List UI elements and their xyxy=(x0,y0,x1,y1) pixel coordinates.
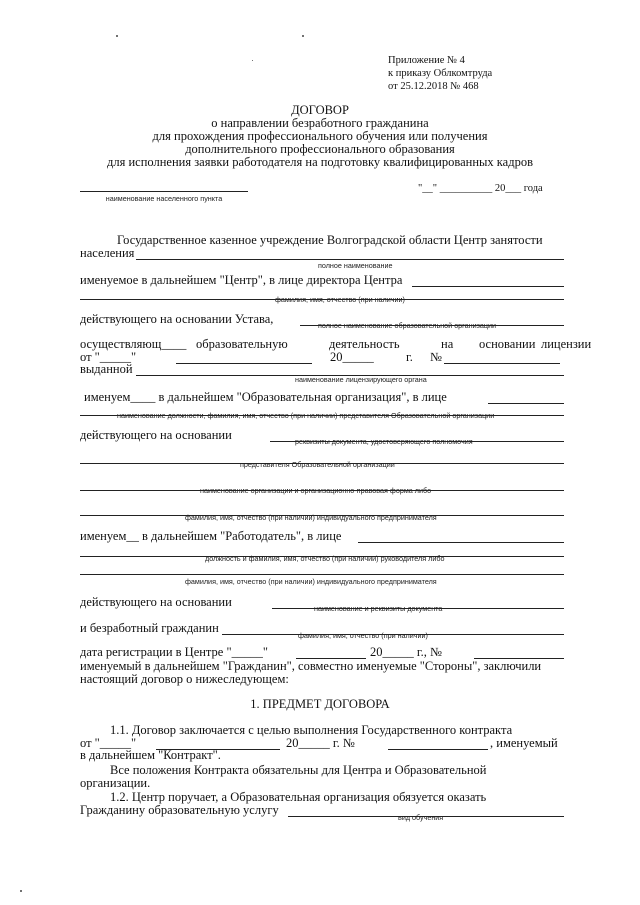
training-kind-caption: вид обучения xyxy=(398,813,444,822)
edu-rep2-caption: представителя Образовательной организации xyxy=(240,460,395,469)
registration-date-text: дата регистрации в Центре "_____" xyxy=(80,645,268,659)
license-no: № xyxy=(430,350,442,364)
full-name-caption: полное наименование xyxy=(318,261,393,270)
title-line-1: о направлении безработного гражданина xyxy=(211,116,429,130)
license-number-line xyxy=(444,363,560,364)
citizen-named-text: именуемый в дальнейшем "Гражданин", совместно именуемые "Стороны", заключили xyxy=(80,659,542,673)
agreement-text: настоящий договор о нижеследующем: xyxy=(80,672,289,686)
license-w3: деятельность xyxy=(329,337,400,351)
employer-org-caption: наименование организации и организационно-правовая форма либо xyxy=(200,486,432,495)
license-year: 20_____ xyxy=(330,350,374,364)
clause-1-2-line-1: 1.2. Центр поручает, а Образовательная организация обязуется оказать xyxy=(110,790,487,804)
employer-basis-text: действующего на основании xyxy=(80,595,232,609)
license-w2: образовательную xyxy=(196,337,288,351)
clause-1-1-line-3: в дальнейшем "Контракт". xyxy=(80,748,221,762)
center-name-line-1: Государственное казенное учреждение Волгоградской области Центр занятости xyxy=(117,233,543,247)
charter-basis-text: действующего на основании Устава, xyxy=(80,312,274,326)
edu-basis-caption: реквизиты документа, удостоверяющего полномочия xyxy=(295,437,473,446)
clause-1-1-line-1: 1.1. Договор заключается с целью выполнения Государственного контракта xyxy=(110,723,513,737)
place-line xyxy=(80,191,248,192)
center-director-text: именуемое в дальнейшем "Центр", в лице директора Центра xyxy=(80,273,403,287)
document-title: ДОГОВОР xyxy=(291,103,349,117)
license-from: от "_____" xyxy=(80,350,137,364)
appendix-line-2: к приказу Облкомтруда xyxy=(388,68,493,79)
clause-1-1-from: от "_____" xyxy=(80,736,137,750)
appendix-line-3: от 25.12.2018 № 468 xyxy=(388,81,479,92)
employer-pos-caption: должность и фамилия, имя, отчество (при наличии) руководителя либо xyxy=(205,554,445,563)
director-fio-caption: фамилия, имя, отчество (при наличии) xyxy=(275,295,405,304)
issuer-caption: наименование лицензирующего органа xyxy=(295,375,427,384)
clause-1-1-year: 20_____ г. № xyxy=(286,736,355,750)
title-line-2: для прохождения профессионального обучения или получения xyxy=(152,129,488,143)
edu-org-named-text: именуем____ в дальнейшем "Образовательная организация", в лице xyxy=(84,390,447,404)
clause-1-2-line-2: Гражданину образовательную услугу xyxy=(80,803,279,817)
title-line-4: для исполнения заявки работодателя на подготовку квалифицированных кадров xyxy=(107,155,533,169)
place-caption: наименование населенного пункта xyxy=(105,194,223,203)
license-w4: на xyxy=(441,337,454,351)
citizen-fio-caption: фамилия, имя, отчество (при наличии) xyxy=(298,631,428,640)
registration-year: 20_____ г., № xyxy=(370,645,442,659)
license-month-line xyxy=(176,363,312,364)
edu-rep-caption: наименование должности, фамилия, имя, отчество (при наличии) представителя Образовательной организации xyxy=(117,411,495,420)
title-line-3: дополнительного профессионального образования xyxy=(185,142,455,156)
scan-speck xyxy=(20,890,22,892)
clause-binding-line-2: организации. xyxy=(80,776,151,790)
citizen-text: и безработный гражданин xyxy=(80,621,219,635)
issued-by-text: выданной xyxy=(80,362,133,376)
contract-date: "__" __________ 20___ года xyxy=(418,183,543,194)
edu-basis-text: действующего на основании xyxy=(80,428,232,442)
org-name-caption: полное наименование образовательной организации xyxy=(318,321,497,330)
full-name-line xyxy=(136,259,564,260)
license-g: г. xyxy=(406,350,413,364)
clause-1-1-number-line xyxy=(388,749,488,750)
employer-ip-caption: фамилия, имя, отчество (при наличии) индивидуального предпринимателя xyxy=(185,513,437,522)
employer-named-text: именуем__ в дальнейшем "Работодатель", в лице xyxy=(80,529,342,543)
license-w6: лицензии xyxy=(541,337,592,351)
edu-rep-line xyxy=(488,403,564,404)
appendix-line-1: Приложение № 4 xyxy=(388,55,465,66)
scan-speck xyxy=(302,35,304,37)
clause-1-1-named: , именуемый xyxy=(490,736,558,750)
employer-ip2-line xyxy=(80,574,564,575)
scan-speck xyxy=(252,60,253,61)
employer-rep-line xyxy=(358,542,564,543)
employer-doc-caption: наименование и реквизиты документа xyxy=(314,604,443,613)
center-name-line-2: населения xyxy=(80,246,135,260)
clause-binding-line-1: Все положения Контракта обязательны для Центра и Образовательной xyxy=(110,763,487,777)
section-1-heading: 1. ПРЕДМЕТ ДОГОВОРА xyxy=(250,697,390,711)
employer-ip2-caption: фамилия, имя, отчество (при наличии) индивидуального предпринимателя xyxy=(185,577,437,586)
director-line xyxy=(412,286,564,287)
scan-speck xyxy=(116,35,118,37)
license-w1: осуществляющ____ xyxy=(80,337,187,351)
license-w5: основании xyxy=(479,337,536,351)
